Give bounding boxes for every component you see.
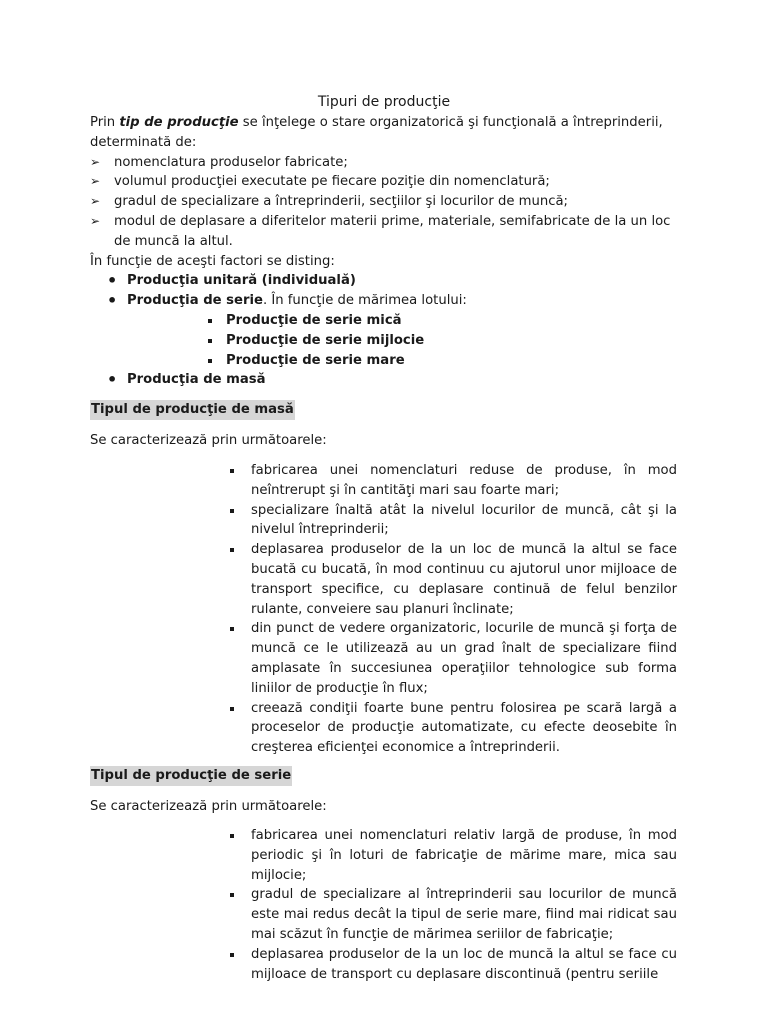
characteristic-item: gradul de specializare al întreprinderii sau locurilor de muncă este mai redus decât la tipul de serie mare, fiind mai ridicat sau mai scăzut în funcţie de mărimea seriilor de fabricaţie; xyxy=(227,885,677,944)
factor-item: ➢ gradul de specializare a întreprinderii, secţiilor şi locurilor de muncă; xyxy=(90,192,680,212)
factor-item: ➢ volumul producţiei executate pe fiecare poziţie din nomenclatură; xyxy=(90,172,680,192)
type-item-masa: • Producţia de masă xyxy=(107,370,680,390)
production-type-list xyxy=(90,271,680,311)
characteristic-item: fabricarea unei nomenclaturi relativ largă de produse, în mod periodic şi în loturi de fabricaţie de mărime mare, mica sau mijlocie; xyxy=(227,826,677,885)
characteristic-item: specializare înaltă atât la nivelul locurilor de muncă, cât şi la nivelul întreprinderii; xyxy=(227,501,677,541)
intro-term: tip de producţie xyxy=(119,115,239,130)
characteristic-item: creează condiţii foarte bune pentru folosirea pe scară largă a proceselor de producţie automatizate, cu efecte deosebite în creşterea eficienţei economice a întreprinderii. xyxy=(227,699,677,758)
characteristic-item: din punct de vedere organizatoric, locurile de muncă şi forţa de muncă ce le utilizează au un grad înalt de specializare fiind amplasate în succesiunea operaţiilor tehnologice sub forma liniilor de producţie în flux; xyxy=(227,619,677,698)
type-serie-note: . În funcţie de mărimea lotului: xyxy=(262,293,467,309)
factor-item: ➢ nomenclatura produselor fabricate; xyxy=(90,153,680,173)
section-heading-serie: Tipul de producţie de serie xyxy=(90,766,292,786)
series-size-list xyxy=(90,311,680,370)
series-size-item: Producţie de serie mică xyxy=(202,311,680,331)
section-lead-serie: Se caracterizează prin următoarele: xyxy=(90,799,327,814)
document-title: Tipuri de producţie xyxy=(317,94,451,110)
intro-rest: se înţelege o stare organizatorică şi funcţională a întreprinderii, determinată de: xyxy=(90,115,663,150)
intro-paragraph xyxy=(90,113,680,153)
characteristic-item: deplasarea produselor de la un loc de muncă la altul se face cu mijloace de transport cu deplasare discontinuă (pentru seriile xyxy=(227,945,677,985)
distinct-intro: În funcţie de aceşti factori se disting: xyxy=(90,253,335,269)
intro-block xyxy=(90,113,680,390)
production-type-list-cont xyxy=(90,370,680,390)
section-heading-masa: Tipul de producţie de masă xyxy=(90,400,295,420)
characteristic-item: deplasarea produselor de la un loc de muncă la altul se face bucată cu bucată, în mod continuu cu ajutorul unor mijloace de transport specifice, cu deplasare continuă de felul benzilor rulante, conveiere sau planuri înclinate; xyxy=(227,540,677,619)
factor-list xyxy=(90,153,680,252)
characteristics-list-serie xyxy=(227,826,677,984)
series-size-item: Producţie de serie mijlocie xyxy=(202,331,680,351)
factor-item: ➢ modul de deplasare a diferitelor materii prime, materiale, semifabricate de la un loc de muncă la altul. xyxy=(90,212,680,252)
type-serie-label: Producţia de serie xyxy=(127,293,263,309)
type-item-serie xyxy=(107,291,680,311)
type-item-unitara: • Producţia unitară (individuală) xyxy=(107,271,680,291)
series-size-item: Producţie de serie mare xyxy=(202,351,680,371)
characteristic-item: fabricarea unei nomenclaturi reduse de produse, în mod neîntrerupt şi în cantităţi mari sau foarte mari; xyxy=(227,461,677,501)
intro-prefix: Prin xyxy=(90,115,120,130)
characteristics-list-masa xyxy=(227,461,677,758)
section-lead-masa: Se caracterizează prin următoarele: xyxy=(90,433,327,448)
